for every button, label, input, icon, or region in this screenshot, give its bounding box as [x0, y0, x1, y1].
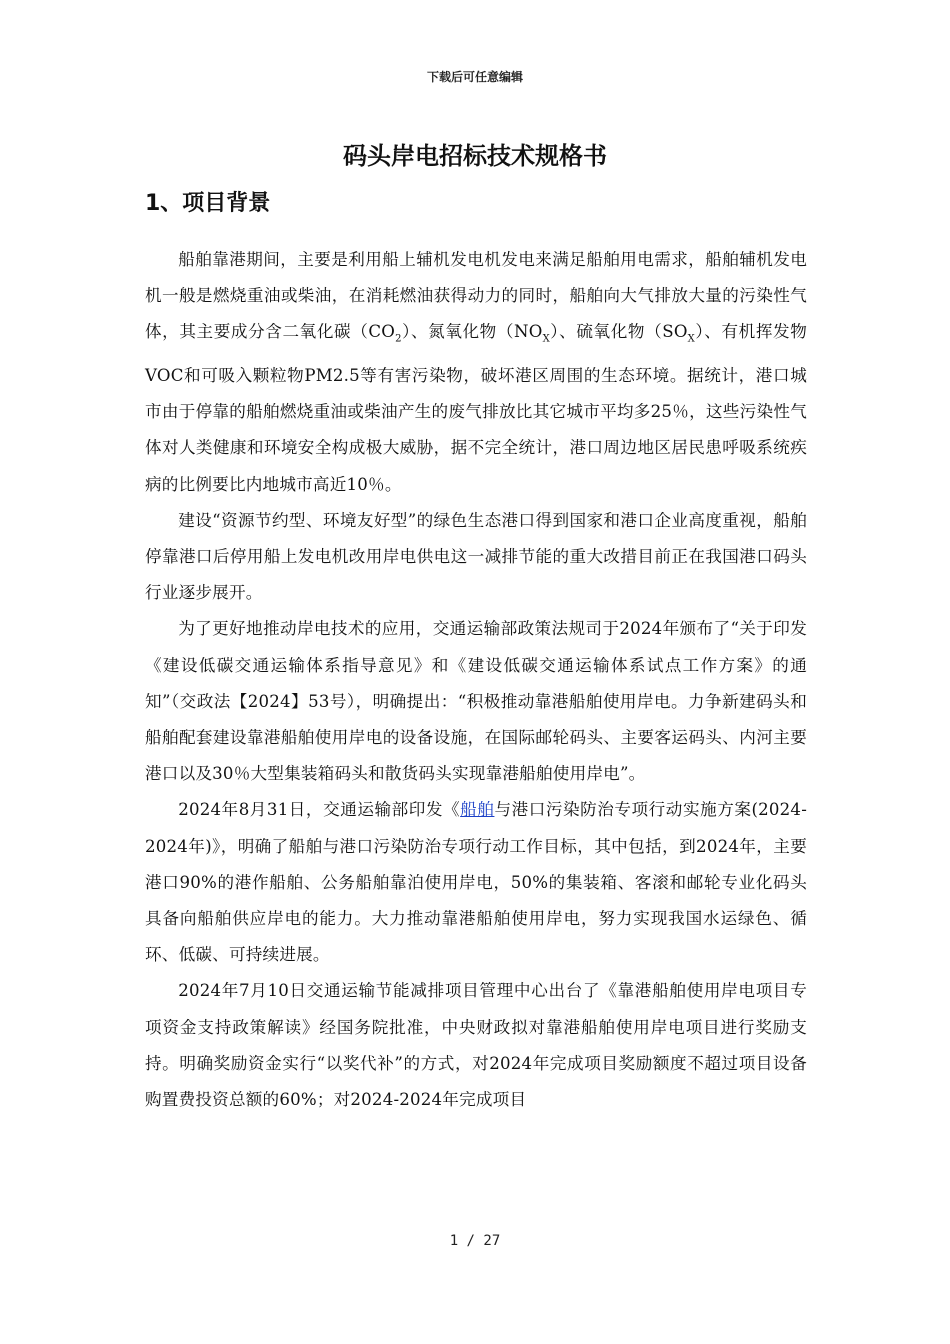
text-run: 与港口污染防治专项行动实施方案(2024-2024年)》，明确了船舶与港口污染防治专项行动工作目标，其中包括，到2024年，主要港口90%的港作船舶、公务船舶靠泊使用岸电，50%的集装箱、客滚和邮轮专业化码头具备向船舶供应岸电的能力。大力推动靠港船舶使用岸电，努力实现我国水运绿色、循环、低碳、可持续进展。	[145, 800, 807, 965]
section-heading: 1、项目背景	[145, 191, 271, 216]
paragraph-2	[145, 503, 807, 612]
text-run: 2024年7月10日交通运输节能减排项目管理中心出台了《靠港船舶使用岸电项目专项资金支持政策解读》经国务院批准，中央财政拟对靠港船舶使用岸电项目进行奖励支持。明确奖励资金实行“以奖代补”的方式，对2024年完成项目奖励额度不超过项目设备购置费投资总额的60%；对2024-2024年完成项目	[145, 981, 807, 1109]
paragraph-3	[145, 611, 807, 792]
section-body	[145, 242, 807, 1118]
text-run: ）、有机挥发物VOC和可吸入颗粒物PM2.5等有害污染物，破坏港区周围的生态环境。据统计，港口城市由于停靠的船舶燃烧重油或柴油产生的废气排放比其它城市平均多25％，这些污染性气体对人类健康和环境安全构成极大威胁，据不完全统计，港口周边地区居民患呼吸系统疾病的比例要比内地城市高近10％。	[145, 322, 807, 494]
document-title: 码头岸电招标技术规格书	[343, 142, 607, 170]
paragraph-1	[145, 242, 807, 503]
subscript: X	[687, 333, 695, 345]
text-run: ）、硫氧化物（SO	[549, 322, 688, 342]
header-note: 下载后可任意编辑	[426, 70, 523, 84]
text-run: 为了更好地推动岸电技术的应用，交通运输部政策法规司于2024年颁布了“关于印发《建设低碳交通运输体系指导意见》和《建设低碳交通运输体系试点工作方案》的通知”（交政法【2024】53号），明确提出：“积极推动靠港船舶使用岸电。力争新建码头和船舶配套建设靠港船舶使用岸电的设备设施，在国际邮轮码头、主要客运码头、内河主要港口以及30％大型集装箱码头和散货码头实现靠港船舶使用岸电”。	[145, 619, 807, 784]
subscript: X	[542, 333, 550, 345]
subscript: 2	[395, 333, 402, 345]
text-run: 2024年8月31日，交通运输部印发《	[178, 800, 461, 820]
inline-link[interactable]: 船舶	[460, 800, 495, 820]
text-run: 建设“资源节约型、环境友好型”的绿色生态港口得到国家和港口企业高度重视，船舶停靠港口后停用船上发电机改用岸电供电这一减排节能的重大改措目前正在我国港口码头行业逐步展开。	[145, 510, 807, 603]
text-run: 船舶靠港期间，主要是利用船上辅机发电机发电来满足船舶用电需求，船舶辅机发电机一般是燃烧重油或柴油，在消耗燃油获得动力的同时，船舶向大气排放大量的污染性气体，其主要成分含二氧化碳（CO	[145, 250, 807, 342]
paragraph-4	[145, 792, 807, 973]
page-number: 1 / 27	[449, 1233, 501, 1249]
paragraph-5	[145, 973, 807, 1118]
text-run: ）、氮氧化物（NO	[401, 322, 543, 342]
